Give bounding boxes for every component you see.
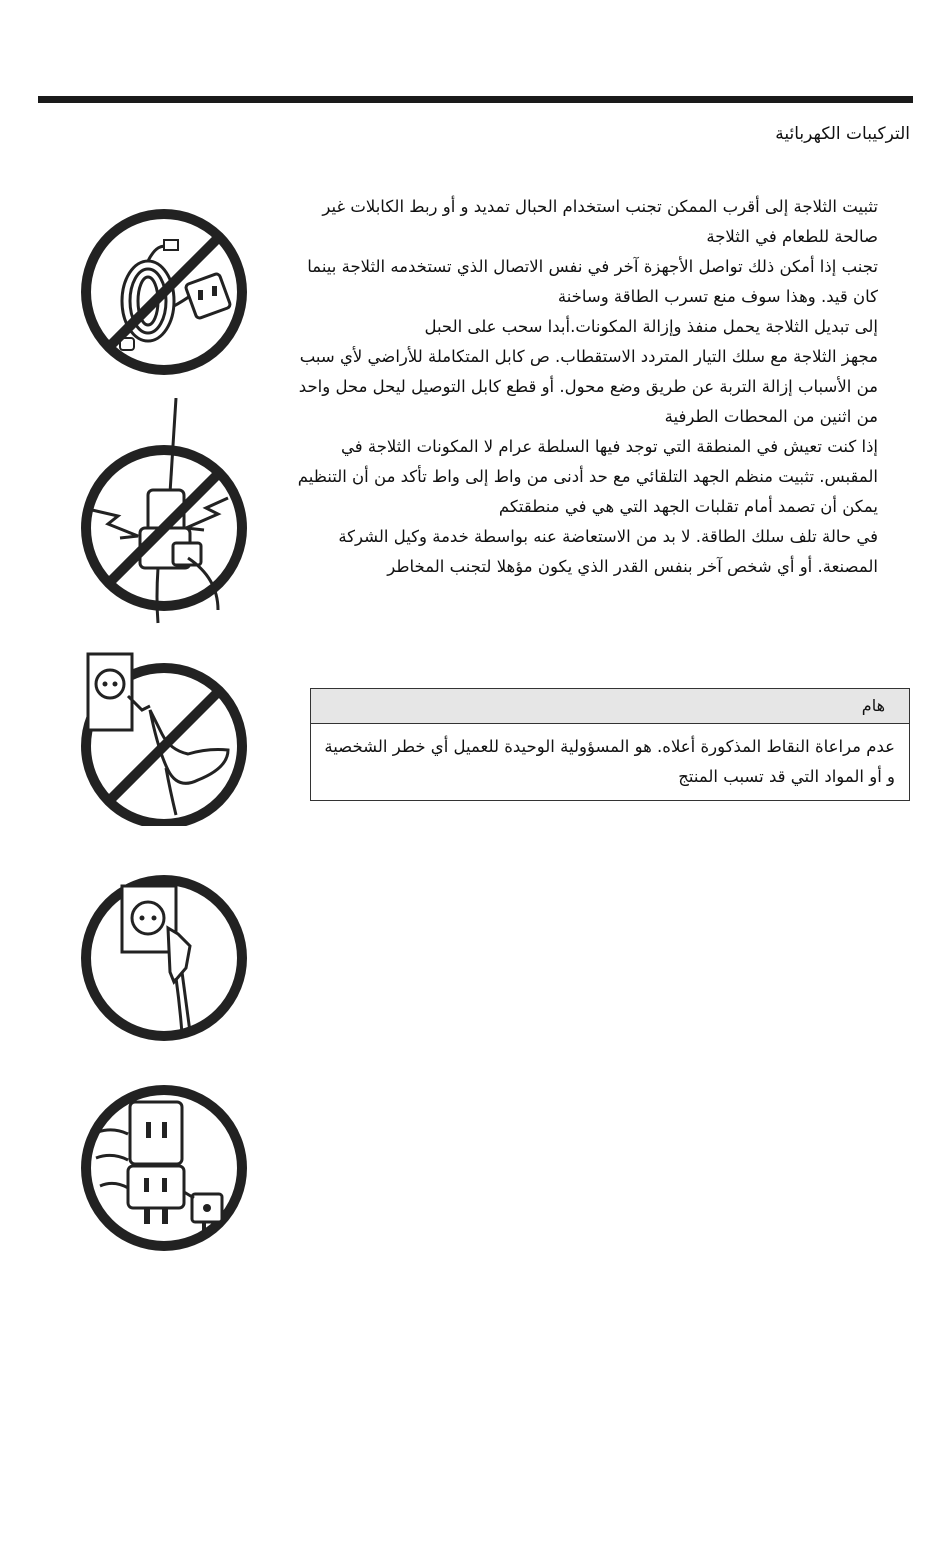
top-rule bbox=[38, 96, 913, 103]
no-extension-cord-icon bbox=[78, 206, 250, 378]
paragraph-3: إلى تبديل الثلاجة يحمل منفذ وإزالة المكونات.أبدا سحب على الحبل bbox=[424, 317, 878, 336]
section-title: التركيبات الكهربائية bbox=[775, 124, 910, 144]
paragraph-1: تثبيت الثلاجة إلى أقرب الممكن تجنب استخدام الحبال تمديد و أو ربط الكابلات غير صالحة للطعام في الثلاجة bbox=[322, 197, 878, 246]
paragraph-5: إذا كنت تعيش في المنطقة التي توجد فيها السلطة عرام لا المكونات الثلاجة في المقبس. تثبيت منظم الجهد التلقائي مع حد أدنى من واط إلى واط تأكد من أن التنظيم يمكن أن تصمد أمام تقلبات الجهد التي هي في منطقتكم bbox=[297, 437, 878, 516]
important-notice bbox=[310, 688, 910, 801]
important-heading: هام bbox=[311, 689, 909, 724]
no-multi-adapter-icon bbox=[78, 1082, 250, 1254]
paragraph-4: مجهز الثلاجة مع سلك التيار المتردد الاستقطاب. ص كابل المتكاملة للأراضي لأي سبب من الأسباب إزالة التربة عن طريق وضع محول. أو قطع كابل التوصيل ليحل محل واحد من اثنين من المحطات الطرفية bbox=[298, 347, 878, 426]
paragraph-2: تجنب إذا أمكن ذلك تواصل الأجهزة آخر في نفس الاتصال الذي تستخدمه الثلاجة بينما كان قيد. وهذا سوف منع تسرب الطاقة وساخنة bbox=[307, 257, 878, 306]
no-pull-cord-icon bbox=[78, 650, 250, 826]
paragraph-6: في حالة تلف سلك الطاقة. لا بد من الاستعاضة عنه بواسطة خدمة وكيل الشركة المصنعة. أو أي شخص آخر بنفس القدر الذي يكون مؤهلا لتجنب المخاطر bbox=[338, 527, 878, 576]
wall-outlet-plug-icon bbox=[78, 872, 250, 1044]
instructions-list bbox=[278, 192, 878, 582]
no-damaged-plug-icon bbox=[78, 398, 250, 628]
important-text: عدم مراعاة النقاط المذكورة أعلاه. هو المسؤولية الوحيدة للعميل أي خطر الشخصية و أو المواد التي قد تسبب المنتج bbox=[324, 737, 895, 786]
